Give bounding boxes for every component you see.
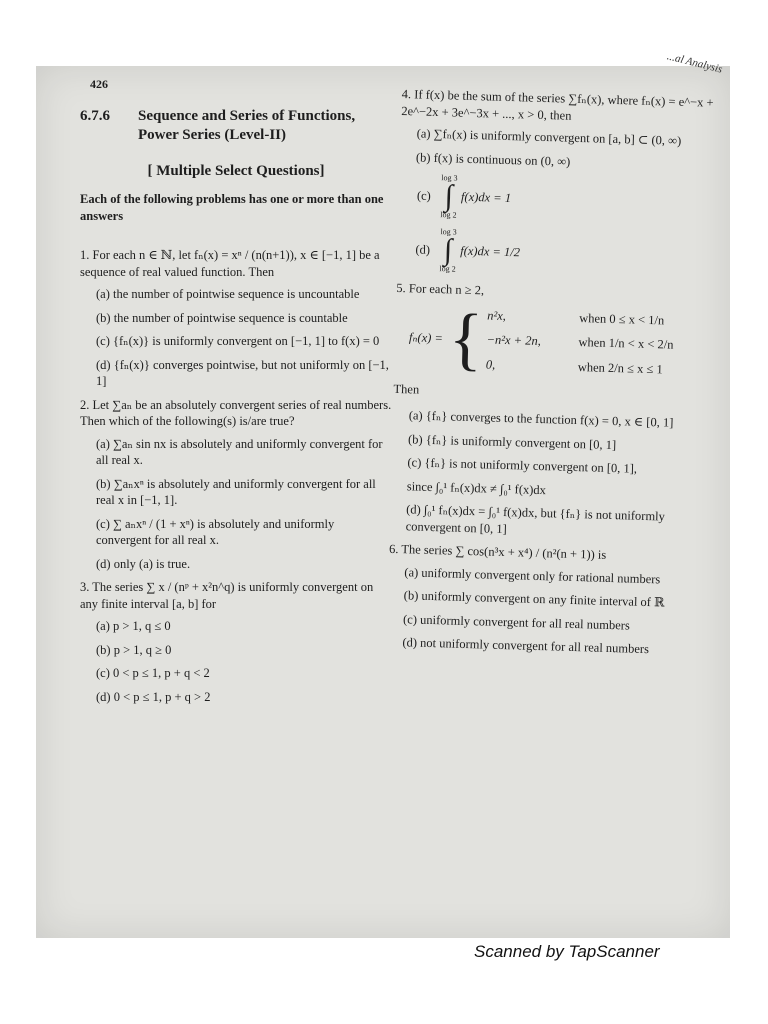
case-condition: when 0 ≤ x < 1/n bbox=[578, 310, 665, 328]
integral-symbol: ∫ bbox=[443, 233, 453, 267]
running-header: ...al Analysis bbox=[666, 50, 724, 76]
left-column bbox=[80, 76, 392, 712]
question-6-stem: 6. The series ∑ cos(n³x + x⁴) / (n²(n + 1)) is bbox=[388, 541, 607, 562]
question-2-stem: 2. Let ∑aₙ be an absolutely convergent series of real numbers. Then which of the following(s) is/are true? bbox=[80, 397, 392, 428]
instructions: Each of the following problems has one or more than one answers bbox=[80, 192, 384, 223]
piecewise-case-2 bbox=[486, 332, 673, 354]
section-number: 6.7.6 bbox=[80, 107, 110, 124]
integral-lower-limit: log 2 bbox=[440, 210, 457, 220]
question-4-option-a: (a) ∑fₙ(x) is uniformly convergent on [a, b] ⊂ (0, ∞) bbox=[416, 126, 682, 148]
section-heading bbox=[80, 107, 392, 145]
integral-expression: f(x)dx = 1/2 bbox=[460, 243, 521, 260]
integral-sign bbox=[439, 227, 457, 273]
question-4-option-b: (b) f(x) is continuous on (0, ∞) bbox=[415, 149, 571, 169]
question-2-option-b: (b) ∑aₙxⁿ is absolutely and uniformly convergent for all real x in [−1, 1]. bbox=[96, 476, 376, 507]
question-2 bbox=[80, 397, 392, 573]
piecewise-cases bbox=[486, 307, 675, 378]
integral-upper-limit: log 3 bbox=[441, 173, 458, 183]
question-1-stem: 1. For each n ∈ ℕ, let fₙ(x) = xⁿ / (n(n+1)), x ∈ [−1, 1] be a sequence of real valued function. Then bbox=[80, 248, 380, 279]
left-brace: { bbox=[447, 299, 484, 378]
question-5-option-a: (a) {fₙ} converges to the function f(x) = 0, x ∈ [0, 1] bbox=[408, 408, 674, 430]
question-5 bbox=[389, 280, 718, 543]
option-d-label: (d) bbox=[415, 242, 431, 257]
question-1 bbox=[80, 247, 392, 390]
question-3-option-c: (c) 0 < p ≤ 1, p + q < 2 bbox=[96, 666, 210, 680]
page-number: 426 bbox=[90, 77, 108, 91]
question-5-option-b: (b) {fₙ} is uniformly convergent on [0, 1] bbox=[407, 431, 617, 452]
case-expression: −n²x + 2n, bbox=[486, 332, 542, 349]
question-2-option-a: (a) ∑aₙ sin nx is absolutely and uniformly convergent for all real x. bbox=[96, 436, 383, 467]
integral-expression: f(x)dx = 1 bbox=[460, 189, 512, 205]
question-2-option-d: (d) only (a) is true. bbox=[96, 556, 191, 571]
question-5-stem: 5. For each n ≥ 2, bbox=[396, 280, 485, 298]
question-4 bbox=[397, 86, 724, 281]
question-4-option-d bbox=[415, 226, 720, 280]
question-5-option-c: (c) {fₙ} is not uniformly convergent on [0, 1], bbox=[407, 455, 638, 476]
question-6-option-b: (b) uniformly convergent on any finite interval of ℝ bbox=[403, 588, 665, 610]
question-3-option-a: (a) p > 1, q ≤ 0 bbox=[96, 619, 171, 633]
question-1-option-c: (c) {fₙ(x)} is uniformly convergent on [−1, 1] to f(x) = 0 bbox=[96, 334, 380, 348]
right-column bbox=[386, 86, 724, 666]
piecewise-case-3 bbox=[486, 356, 673, 378]
integral-symbol: ∫ bbox=[444, 179, 454, 213]
section-title: Sequence and Series of Functions, Power Series (Level-II) bbox=[138, 107, 356, 143]
piecewise-lhs: fₙ(x) = bbox=[408, 330, 444, 346]
integral-sign bbox=[440, 173, 458, 219]
integral-upper-limit: log 3 bbox=[440, 227, 457, 237]
question-1-option-d: (d) {fₙ(x)} converges pointwise, but not uniformly on [−1, 1] bbox=[96, 357, 389, 388]
question-6 bbox=[386, 541, 711, 659]
piecewise-function bbox=[408, 299, 718, 382]
question-6-option-d: (d) not uniformly convergent for all real numbers bbox=[402, 635, 650, 657]
piecewise-case-1 bbox=[487, 307, 674, 329]
question-1-option-a: (a) the number of pointwise sequence is uncountable bbox=[96, 287, 360, 301]
question-4-stem: 4. If f(x) be the sum of the series ∑fₙ(x), where fₙ(x) = e^−x + 2e^−2x + 3e^−3x + ..., x > 0, then bbox=[401, 86, 714, 123]
scanner-watermark: Scanned by TapScanner bbox=[474, 942, 660, 961]
question-3-option-b: (b) p > 1, q ≥ 0 bbox=[96, 642, 172, 657]
question-6-option-a: (a) uniformly convergent only for rational numbers bbox=[404, 564, 661, 586]
question-3-stem: 3. The series ∑ x / (nᵖ + x²n^q) is uniformly convergent on any finite interval [a, b] for bbox=[80, 580, 374, 611]
case-condition: when 2/n ≤ x ≤ 1 bbox=[577, 359, 663, 377]
case-expression: n²x, bbox=[487, 308, 507, 323]
question-3 bbox=[80, 579, 392, 705]
option-c-label: (c) bbox=[416, 188, 432, 203]
case-condition: when 1/n < x < 2/n bbox=[578, 335, 674, 352]
mcq-heading: [ Multiple Select Questions] bbox=[147, 162, 325, 179]
question-5-option-d: (d) ∫₀¹ fₙ(x)dx = ∫₀¹ f(x)dx, but {fₙ} is not uniformly convergent on [0, 1] bbox=[405, 502, 666, 536]
case-expression: 0, bbox=[485, 357, 496, 372]
question-3-option-d: (d) 0 < p ≤ 1, p + q > 2 bbox=[96, 689, 211, 704]
question-1-option-b: (b) the number of pointwise sequence is countable bbox=[96, 310, 348, 325]
question-6-option-c: (c) uniformly convergent for all real numbers bbox=[402, 611, 631, 633]
question-4-option-c bbox=[416, 172, 721, 226]
question-2-option-c: (c) ∑ aₙxⁿ / (1 + xⁿ) is absolutely and uniformly convergent for all real x. bbox=[96, 516, 335, 547]
integral-lower-limit: log 2 bbox=[439, 264, 456, 274]
question-5-option-c-since: since ∫₀¹ fₙ(x)dx ≠ ∫₀¹ f(x)dx bbox=[406, 478, 547, 497]
question-5-then: Then bbox=[393, 381, 420, 397]
scanned-page bbox=[36, 50, 730, 938]
